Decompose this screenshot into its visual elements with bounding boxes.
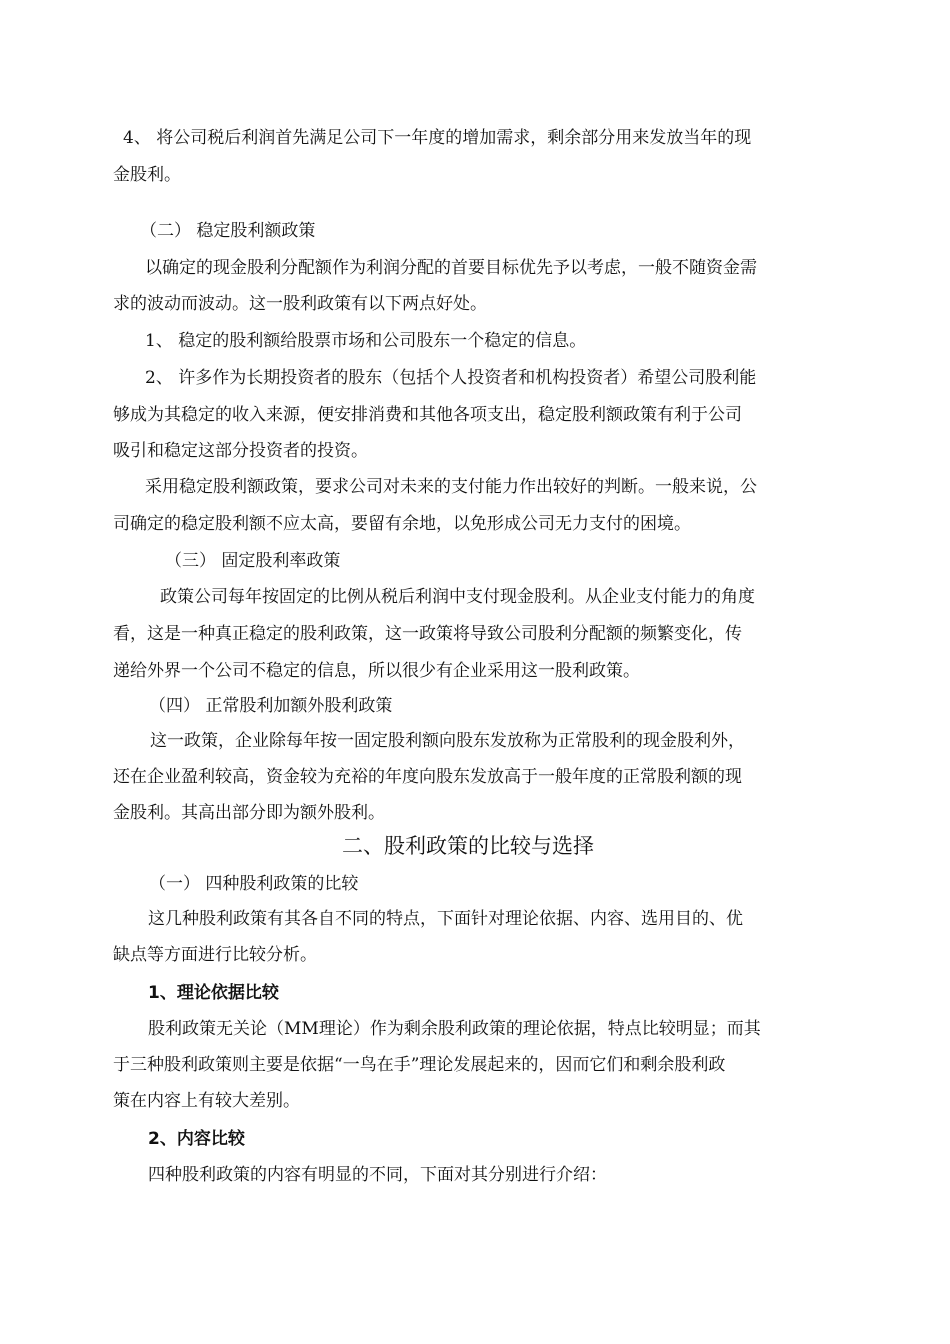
subsection-heading: 1、理论依据比较 — [148, 983, 279, 1003]
subheading: （二） 稳定股利额政策 — [140, 221, 316, 241]
paragraph-line: 看，这是一种真正稳定的股利政策，这一政策将导致公司股利分配额的频繁变化，传 — [113, 624, 742, 644]
paragraph-line: 4、 将公司税后利润首先满足公司下一年度的增加需求，剩余部分用来发放当年的现 — [123, 128, 752, 148]
subheading: （四） 正常股利加额外股利政策 — [149, 696, 393, 716]
paragraph-line: 求的波动而波动。这一股利政策有以下两点好处。 — [113, 294, 487, 314]
paragraph-line: 采用稳定股利额政策，要求公司对未来的支付能力作出较好的判断。一般来说，公 — [145, 477, 757, 497]
section-title: 二、股利政策的比较与选择 — [342, 834, 594, 858]
paragraph-line: 还在企业盈利较高，资金较为充裕的年度向股东发放高于一般年度的正常股利额的现 — [113, 767, 742, 787]
subheading: （一） 四种股利政策的比较 — [149, 874, 359, 894]
paragraph-line: 金股利。其高出部分即为额外股利。 — [113, 803, 385, 823]
paragraph-line: 金股利。 — [113, 165, 181, 185]
paragraph-line: 这一政策，企业除每年按一固定股利额向股东发放称为正常股利的现金股利外， — [150, 731, 745, 751]
paragraph-line: 政策公司每年按固定的比例从税后利润中支付现金股利。从企业支付能力的角度 — [160, 587, 755, 607]
subsection-heading: 2、内容比较 — [148, 1129, 245, 1149]
paragraph-line: 够成为其稳定的收入来源，便安排消费和其他各项支出，稳定股利额政策有利于公司 — [113, 405, 742, 425]
paragraph-line: 以确定的现金股利分配额作为利润分配的首要目标优先予以考虑，一般不随资金需 — [145, 258, 757, 278]
paragraph-line: 这几种股利政策有其各自不同的特点，下面针对理论依据、内容、选用目的、优 — [148, 909, 743, 929]
paragraph-line: 股利政策无关论（MM理论）作为剩余股利政策的理论依据，特点比较明显；而其 — [148, 1019, 761, 1039]
paragraph-line: 递给外界一个公司不稳定的信息，所以很少有企业采用这一股利政策。 — [113, 661, 640, 681]
subheading: （三） 固定股利率政策 — [165, 551, 341, 571]
paragraph-line: 于三种股利政策则主要是依据“一鸟在手”理论发展起来的，因而它们和剩余股利政 — [113, 1055, 726, 1075]
paragraph-line: 四种股利政策的内容有明显的不同，下面对其分别进行介绍： — [148, 1165, 607, 1185]
list-item: 1、 稳定的股利额给股票市场和公司股东一个稳定的信息。 — [145, 331, 587, 351]
paragraph-line: 缺点等方面进行比较分析。 — [113, 945, 317, 965]
paragraph-line: 策在内容上有较大差别。 — [113, 1091, 300, 1111]
paragraph-line: 吸引和稳定这部分投资者的投资。 — [113, 441, 368, 461]
paragraph-line: 司确定的稳定股利额不应太高，要留有余地，以免形成公司无力支付的困境。 — [113, 514, 691, 534]
list-item: 2、 许多作为长期投资者的股东（包括个人投资者和机构投资者）希望公司股利能 — [145, 368, 757, 388]
